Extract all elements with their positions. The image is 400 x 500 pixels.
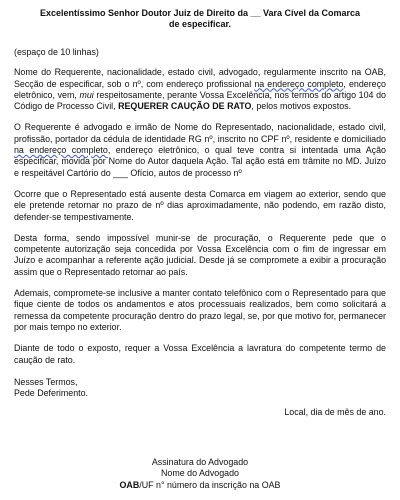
- oab-label: OAB: [119, 479, 140, 490]
- closing-formula: [14, 377, 386, 400]
- paragraph-1-text-a: Nome do Requerente, nacionalidade, estado civil, advogado, regularmente inscrito na OAB, Secção de especificar, sob o nº, com endereço profissional: [14, 67, 386, 89]
- paragraph-facts: [14, 122, 386, 178]
- paragraph-introduction: [14, 67, 386, 112]
- paragraph-2-text-b: , endereço eletrônico, o qual teve contra si intentada uma Ação especificar, movida por Nome do Autor daquela Ação. Tal ação está em trâmite no MD. Juízo e respeitável Cartório do ___ Ofício, autos de processo nº: [14, 145, 386, 178]
- paragraph-1-request-title: REQUERER CAUÇÃO DE RATO: [118, 101, 252, 112]
- paragraph-absence: Ocorre que o Representado está ausente desta Comarca em viagem ao exterior, sendo que ele pretende retornar no prazo de nº dias aproximadamente, não podendo, em razão disto, defender-se tempestivamente.: [14, 188, 386, 222]
- paragraph-authorization: Desta forma, sendo impossível munir-se de procuração, o Requerente pede que o competente autorização seja concedida por Vossa Excelência com o fim de ingressar em Juízo e acompanhar a referente ação judicial. Desde já se compromete a exibir a procuração assim que o Representado retornar ao país.: [14, 232, 386, 277]
- paragraph-1-text-b: , endereço eletrônico, vem,: [14, 78, 386, 100]
- signature-line: Assinatura do Advogado: [151, 456, 249, 467]
- lawyer-name: Nome do Advogado: [161, 468, 239, 479]
- paragraph-commitment: Ademais, compromete-se inclusive a manter contato telefônico com o Representado para que fique ciente de todos os andamentos e atos processuais realizados, bem como solicitará a remessa da competente procuração dentro do prazo legal, se, por que motivo for, permanecer por mais tempo no exterior.: [14, 288, 386, 332]
- paragraph-1-spellcheck-flag: na endereço completo: [254, 78, 344, 89]
- heading-line-1: Excelentíssimo Senhor Doutor Juiz de Direito da __ Vara Cível da Comarca: [39, 8, 361, 18]
- spacing-note: (espaço de 10 linhas): [14, 47, 99, 57]
- paragraph-request: Diante de todo o exposto, requer a Vossa Excelência a lavratura do competente termo de caução de rato.: [14, 343, 386, 365]
- oab-number-text: /UF n° número da inscrição na OAB: [139, 479, 281, 490]
- paragraph-1-italic: mui: [79, 89, 94, 100]
- paragraph-1-text-c: respeitosamente, perante Vossa Excelência, nos termos do artigo 104 do Código de Processo Civil,: [14, 89, 386, 112]
- signature-block: [14, 457, 386, 492]
- paragraph-2-spellcheck-flag: na endereço completo: [14, 145, 108, 156]
- closing-line-2: Pede Deferimento.: [14, 388, 88, 399]
- closing-line-1: Nesses Termos,: [14, 376, 78, 387]
- document-heading: [20, 8, 380, 30]
- heading-line-2: de especificar.: [168, 19, 232, 29]
- oab-registration: [14, 480, 386, 492]
- place-and-date: Local, dia de mês de ano.: [284, 407, 386, 418]
- paragraph-1-text-d: , pelos motivos expostos.: [251, 101, 352, 112]
- paragraph-2-text-a: O Requerente é advogado e irmão de Nome do Representado, nacionalidade, estado civil, profissão, portador da cédula de identidade RG nº, inscrito no CPF nº, residente e domiciliado: [14, 122, 386, 144]
